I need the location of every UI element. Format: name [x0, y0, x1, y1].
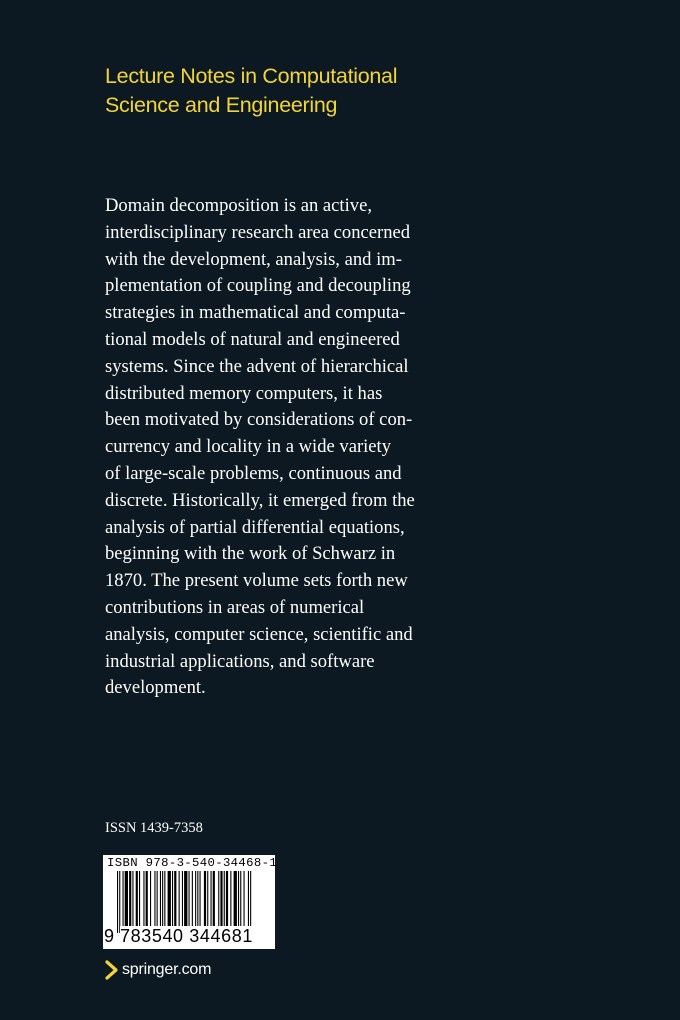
description-line: with the development, analysis, and im- [105, 248, 402, 270]
series-title-line-2: Science and Engineering [105, 93, 338, 117]
description-line: currency and locality in a wide variety [105, 436, 392, 458]
barcode-bar-8 [143, 871, 144, 927]
barcode-bar-21 [184, 871, 187, 933]
barcode-bar-20 [182, 871, 183, 933]
barcode-bar-10 [150, 871, 151, 927]
publisher-url[interactable]: springer.com [122, 961, 212, 978]
description-line: distributed memory computers, it has [105, 382, 383, 404]
barcode-bar-19 [179, 871, 180, 927]
barcode-bar-33 [224, 871, 225, 927]
barcode-bar-1 [119, 871, 120, 933]
barcode-bar-26 [200, 871, 201, 927]
description-line: analysis, computer science, scientific and [105, 623, 413, 645]
barcode-bar-12 [157, 871, 158, 927]
description-line: contributions in areas of numerical [105, 596, 365, 618]
isbn-label: ISBN 978-3-540-34468-1 [107, 856, 278, 870]
description-line: beginning with the work of Schwarz in [105, 543, 396, 565]
barcode-bar-36 [234, 871, 237, 927]
barcode-bar-31 [218, 871, 219, 927]
barcode-bar-0 [117, 871, 118, 933]
description-line: interdisciplinary research area concerned [105, 221, 411, 243]
publisher-link[interactable] [105, 959, 211, 981]
barcode-bar-16 [168, 871, 171, 927]
description-line: development. [105, 677, 206, 699]
chevron-right-icon [105, 960, 119, 980]
barcode-bar-14 [162, 871, 163, 927]
barcode-bar-40 [248, 871, 249, 933]
barcode-bar-29 [211, 871, 212, 927]
description-line: industrial applications, and software [105, 650, 375, 672]
description-line: plementation of coupling and decoupling [105, 275, 411, 297]
barcode-bar-23 [192, 871, 193, 927]
series-title [105, 62, 545, 120]
barcode-bar-9 [146, 871, 148, 927]
barcode-bar-32 [220, 871, 222, 927]
barcode-bar-4 [129, 871, 131, 927]
barcode-digits: 783540 344681 [120, 926, 266, 946]
barcode-bar-13 [160, 871, 161, 927]
barcode-bar-28 [207, 871, 208, 927]
description-line: tional models of natural and engineered [105, 328, 400, 350]
barcode-bars [117, 871, 263, 933]
description-line: strategies in mathematical and computa- [105, 302, 406, 324]
barcode-bar-24 [195, 871, 196, 927]
barcode-bar-7 [139, 871, 140, 927]
description-line: of large-scale problems, continuous and [105, 462, 402, 484]
barcode-bar-2 [123, 871, 124, 927]
barcode-bar-11 [154, 871, 155, 927]
barcode-bar-37 [238, 871, 239, 927]
barcode-bar-15 [164, 871, 165, 927]
description-line: systems. Since the advent of hierarchical [105, 355, 409, 377]
barcode-bar-27 [204, 871, 206, 927]
barcode-bar-39 [244, 871, 245, 927]
series-title-line-1: Lecture Notes in Computational [105, 64, 398, 88]
barcode-bar-22 [189, 871, 190, 927]
barcode-bar-41 [250, 871, 251, 933]
barcode-bar-6 [136, 871, 138, 927]
description-line: Domain decomposition is an active, [105, 195, 372, 216]
barcode-bar-18 [174, 871, 176, 927]
isbn-barcode [103, 855, 278, 949]
barcode-bar-38 [240, 871, 241, 927]
description-line: analysis of partial differential equations, [105, 516, 405, 538]
description-line: discrete. Historically, it emerged from the [105, 489, 415, 511]
book-description [105, 193, 575, 702]
barcode-bar-3 [125, 871, 128, 927]
barcode-bar-34 [226, 871, 228, 927]
description-line: 1870. The present volume sets forth new [105, 570, 408, 592]
barcode-bar-5 [132, 871, 133, 927]
description-line: been motivated by considerations of con- [105, 409, 413, 431]
barcode-bar-35 [230, 871, 231, 927]
barcode-first-digit: 9 [104, 926, 115, 946]
barcode-bar-30 [213, 871, 215, 927]
issn-number: ISSN 1439-7358 [105, 820, 203, 836]
barcode-bar-25 [197, 871, 198, 927]
barcode-bar-17 [172, 871, 173, 927]
